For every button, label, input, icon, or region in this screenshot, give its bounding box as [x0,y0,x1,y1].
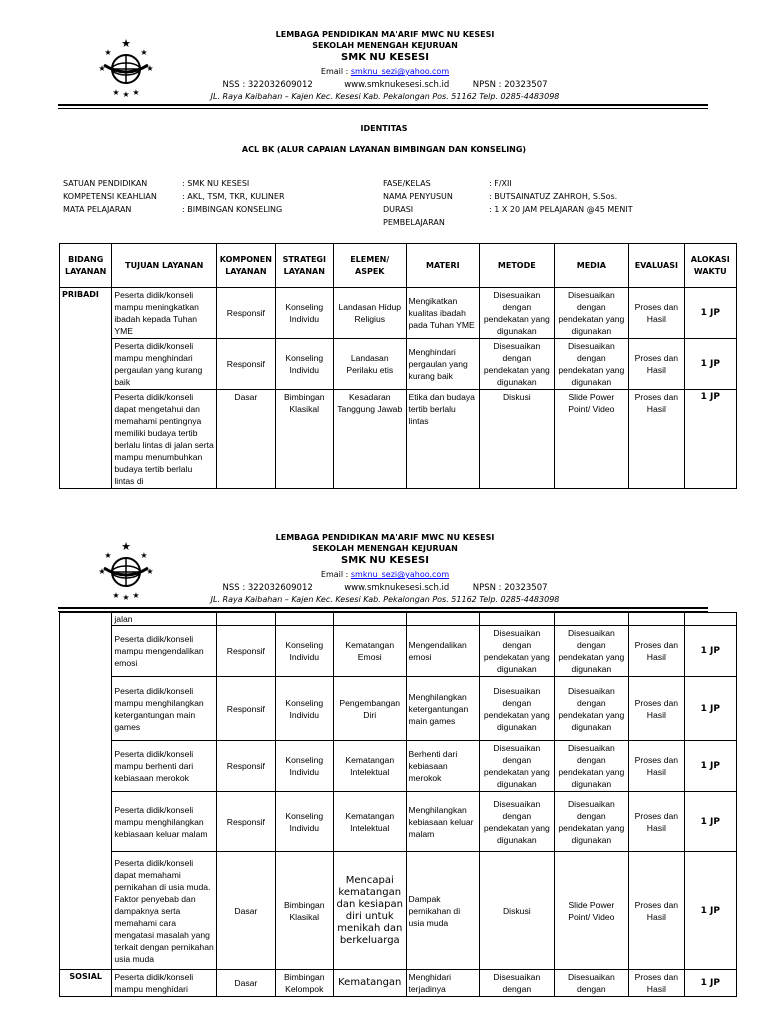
svg-text:★: ★ [132,88,140,97]
alokasi-cell: 1 JP [684,970,736,997]
tujuan-cell: Peserta didik/konseli mampu menghilangkan kebiasaan keluar malam [112,792,217,852]
table-row [60,339,737,390]
tujuan-cell: Peserta didik/konseli mampu menghilangkan ketergantungan main games [112,677,217,741]
elemen-cell: Kesadaran Tanggung Jawab [333,390,406,489]
col-header: STRATEGI LAYANAN [275,244,333,288]
evaluasi-cell: Proses dan Hasil [629,390,684,489]
identity-value: : BUTSAINATUZ ZAHROH, S.Sos. [489,192,618,201]
identity-label: KOMPETENSI KEAHLIAN [63,192,157,201]
divider [58,108,708,109]
tujuan-cell: jalan [112,613,217,626]
svg-text:★: ★ [122,593,130,602]
identity-value: : 1 X 20 JAM PELAJARAN @45 MENIT [489,205,633,214]
letterhead [0,0,768,101]
komponen-cell: Responsif [217,288,275,339]
media-cell: Disesuaikan dengan [554,970,629,997]
page-2 [0,503,768,1024]
col-header: MEDIA [554,244,629,288]
acl-table-page2 [59,612,737,997]
table-row [60,288,737,339]
kop-ids [180,583,590,593]
evaluasi-cell: Proses dan Hasil [629,677,684,741]
media-cell: Disesuaikan dengan pendekatan yang digunakan [554,741,629,792]
page-1 [0,0,768,500]
nu-logo-icon [94,538,158,602]
nss: NSS : 322032609012 [222,80,313,90]
materi-cell: Menghindari pergaulan yang kurang baik [406,339,480,390]
media-cell: Disesuaikan dengan pendekatan yang digunakan [554,792,629,852]
website: www.smknukesesi.sch.id [344,583,450,593]
media-cell: Slide Power Point/ Video [554,390,629,489]
komponen-cell: Responsif [217,741,275,792]
identity-value: : AKL, TSM, TKR, KULINER [182,192,285,201]
nss: NSS : 322032609012 [222,583,313,593]
table-row-continued [60,613,737,626]
acl-table-page1 [59,243,737,489]
kop-line2: SEKOLAH MENENGAH KEJURUAN [312,544,458,553]
identitas-title: IDENTITAS [360,124,408,133]
acl-title: ACL BK (ALUR CAPAIAN LAYANAN BIMBINGAN DAN KONSELING) [241,145,527,154]
nu-logo-icon [94,35,158,99]
alokasi-cell: 1 JP [684,852,736,970]
bidang-cell: PRIBADI [60,288,112,489]
strategi-cell: Konseling Individu [275,792,333,852]
svg-text:★: ★ [140,48,148,57]
alokasi-cell: 1 JP [684,390,736,489]
alokasi-cell: 1 JP [684,626,736,677]
materi-cell: Menghilangkan kebiasaan keluar malam [406,792,480,852]
tujuan-cell: Peserta didik/konseli dapat mengetahui dan memahami pentingnya memiliki budaya tertib berlalu lintas di jalan serta mampu menumbuhkan budaya tertib berlalu lintas di [112,390,217,489]
media-cell: Slide Power Point/ Video [554,852,629,970]
svg-text:★: ★ [98,567,106,576]
elemen-cell: Kematangan [333,970,406,997]
evaluasi-cell: Proses dan Hasil [629,852,684,970]
alokasi-cell: 1 JP [684,677,736,741]
metode-cell: Disesuaikan dengan pendekatan yang digunakan [480,792,555,852]
svg-text:★: ★ [146,567,154,576]
elemen-cell: Mencapai kematangan dan kesiapan diri untuk menikah dan berkeluarga [333,852,406,970]
table-row [60,390,737,489]
kop-email: Email : smknu_sezi@yahoo.com [320,570,450,579]
divider [58,607,708,609]
elemen-cell: Landasan Perilaku etis [333,339,406,390]
identity-label: NAMA PENYUSUN [383,192,453,201]
identity-label: PEMBELAJARAN [383,218,445,227]
strategi-cell: Konseling Individu [275,626,333,677]
metode-cell: Disesuaikan dengan pendekatan yang digunakan [480,288,555,339]
strategi-cell: Konseling Individu [275,339,333,390]
col-header: ALOKASI WAKTU [684,244,736,288]
identity-label: MATA PELAJARAN [63,205,132,214]
identity-left [63,179,285,218]
svg-text:★: ★ [112,591,120,600]
col-header: TUJUAN LAYANAN [112,244,217,288]
metode-cell: Disesuaikan dengan pendekatan yang digunakan [480,677,555,741]
svg-text:★: ★ [121,541,131,553]
col-header: EVALUASI [629,244,684,288]
col-header: BIDANG LAYANAN [60,244,112,288]
evaluasi-cell: Proses dan Hasil [629,741,684,792]
table-row [60,741,737,792]
bidang-cell [60,613,112,970]
bidang-cell: SOSIAL [60,970,112,997]
svg-text:★: ★ [146,64,154,73]
elemen-cell: Kematangan Intelektual [333,741,406,792]
komponen-cell: Dasar [217,390,275,489]
media-cell: Disesuaikan dengan pendekatan yang digunakan [554,339,629,390]
tujuan-cell: Peserta didik/konseli mampu mengendalikan emosi [112,626,217,677]
metode-cell: Disesuaikan dengan pendekatan yang digunakan [480,339,555,390]
metode-cell: Disesuaikan dengan pendekatan yang digunakan [480,626,555,677]
elemen-cell: Landasan Hidup Religius [333,288,406,339]
table-row [60,792,737,852]
evaluasi-cell: Proses dan Hasil [629,970,684,997]
address: JL. Raya Kaibahan – Kajen Kec. Kesesi Kab. Pekalongan Pos. 51162 Telp. 0285-4483098 [210,595,560,604]
alokasi-cell: 1 JP [684,741,736,792]
tujuan-cell: Peserta didik/konseli mampu meningkatkan ibadah kepada Tuhan YME [112,288,217,339]
komponen-cell: Responsif [217,339,275,390]
materi-cell: Menghidari terjadinya [406,970,480,997]
komponen-cell: Responsif [217,792,275,852]
identity-label: DURASI [383,205,414,214]
school-name: SMK NU KESESI [341,555,429,566]
media-cell: Disesuaikan dengan pendekatan yang digunakan [554,626,629,677]
svg-text:★: ★ [140,551,148,560]
materi-cell: Menghilangkan ketergantungan main games [406,677,480,741]
media-cell: Disesuaikan dengan pendekatan yang digunakan [554,288,629,339]
identity-value: : SMK NU KESESI [182,179,250,188]
table-header-row [60,244,737,288]
identity-value: : F/XII [489,179,512,188]
evaluasi-cell: Proses dan Hasil [629,339,684,390]
komponen-cell: Responsif [217,626,275,677]
tujuan-cell: Peserta didik/konseli mampu berhenti dari kebiasaan merokok [112,741,217,792]
col-header: KOMPONEN LAYANAN [217,244,275,288]
table-row [60,852,737,970]
materi-cell: Dampak pernikahan di usia muda [406,852,480,970]
komponen-cell: Responsif [217,677,275,741]
website: www.smknukesesi.sch.id [344,80,450,90]
materi-cell: Mengikatkan kualitas ibadah pada Tuhan YME [406,288,480,339]
metode-cell: Diskusi [480,390,555,489]
elemen-cell: Kematangan Intelektual [333,792,406,852]
strategi-cell: Konseling Individu [275,677,333,741]
identity-label: FASE/KELAS [383,179,431,188]
letterhead [0,503,768,604]
school-name: SMK NU KESESI [341,52,429,63]
alokasi-cell: 1 JP [684,339,736,390]
kop-ids [180,80,590,90]
elemen-cell: Pengembangan Diri [333,677,406,741]
strategi-cell: Konseling Individu [275,741,333,792]
table-row [60,626,737,677]
strategi-cell: Bimbingan Kelompok [275,970,333,997]
email-link[interactable]: smknu_sezi@yahoo.com [350,570,450,579]
identity-right [383,179,633,231]
table-row [60,677,737,741]
strategi-cell: Bimbingan Klasikal [275,390,333,489]
tujuan-cell: Peserta didik/konseli mampu menghindari pergaulan yang kurang baik [112,339,217,390]
svg-text:★: ★ [112,88,120,97]
evaluasi-cell: Proses dan Hasil [629,626,684,677]
kop-email: Email : smknu_sezi@yahoo.com [320,67,450,76]
svg-text:★: ★ [98,64,106,73]
strategi-cell: Bimbingan Klasikal [275,852,333,970]
materi-cell: Berhenti dari kebiasaan merokok [406,741,480,792]
table-row [60,970,737,997]
address: JL. Raya Kaibahan – Kajen Kec. Kesesi Kab. Pekalongan Pos. 51162 Telp. 0285-4483098 [210,92,560,101]
svg-text:★: ★ [121,38,131,50]
kop-line1: LEMBAGA PENDIDIKAN MA'ARIF MWC NU KESESI [275,30,495,39]
col-header: MATERI [406,244,480,288]
tujuan-cell: Peserta didik/konseli dapat memahami pernikahan di usia muda. Faktor penyebab dan dampaknya serta memahami cara mengatasi masalah yang terkait dengan pernikahan usia muda [112,852,217,970]
elemen-cell: Kematangan Emosi [333,626,406,677]
svg-text:★: ★ [122,90,130,99]
metode-cell: Disesuaikan dengan pendekatan yang digunakan [480,741,555,792]
npsn: NPSN : 20323507 [472,583,548,593]
svg-text:★: ★ [104,48,112,57]
identity-label: SATUAN PENDIDIKAN [63,179,148,188]
identity-value: : BIMBINGAN KONSELING [182,205,283,214]
svg-text:★: ★ [132,591,140,600]
npsn: NPSN : 20323507 [472,80,548,90]
kop-line1: LEMBAGA PENDIDIKAN MA'ARIF MWC NU KESESI [275,533,495,542]
metode-cell: Diskusi [480,852,555,970]
alokasi-cell: 1 JP [684,288,736,339]
evaluasi-cell: Proses dan Hasil [629,792,684,852]
komponen-cell: Dasar [217,852,275,970]
materi-cell: Mengendalikan emosi [406,626,480,677]
svg-text:★: ★ [104,551,112,560]
divider [58,104,708,106]
email-link[interactable]: smknu_sezi@yahoo.com [350,67,450,76]
tujuan-cell: Peserta didik/konseli mampu menghidari [112,970,217,997]
evaluasi-cell: Proses dan Hasil [629,288,684,339]
media-cell: Disesuaikan dengan pendekatan yang digunakan [554,677,629,741]
alokasi-cell: 1 JP [684,792,736,852]
strategi-cell: Konseling Individu [275,288,333,339]
metode-cell: Disesuaikan dengan [480,970,555,997]
col-header: ELEMEN/ ASPEK [333,244,406,288]
kop-line2: SEKOLAH MENENGAH KEJURUAN [312,41,458,50]
komponen-cell: Dasar [217,970,275,997]
materi-cell: Etika dan budaya tertib berlalu lintas [406,390,480,489]
col-header: METODE [480,244,555,288]
